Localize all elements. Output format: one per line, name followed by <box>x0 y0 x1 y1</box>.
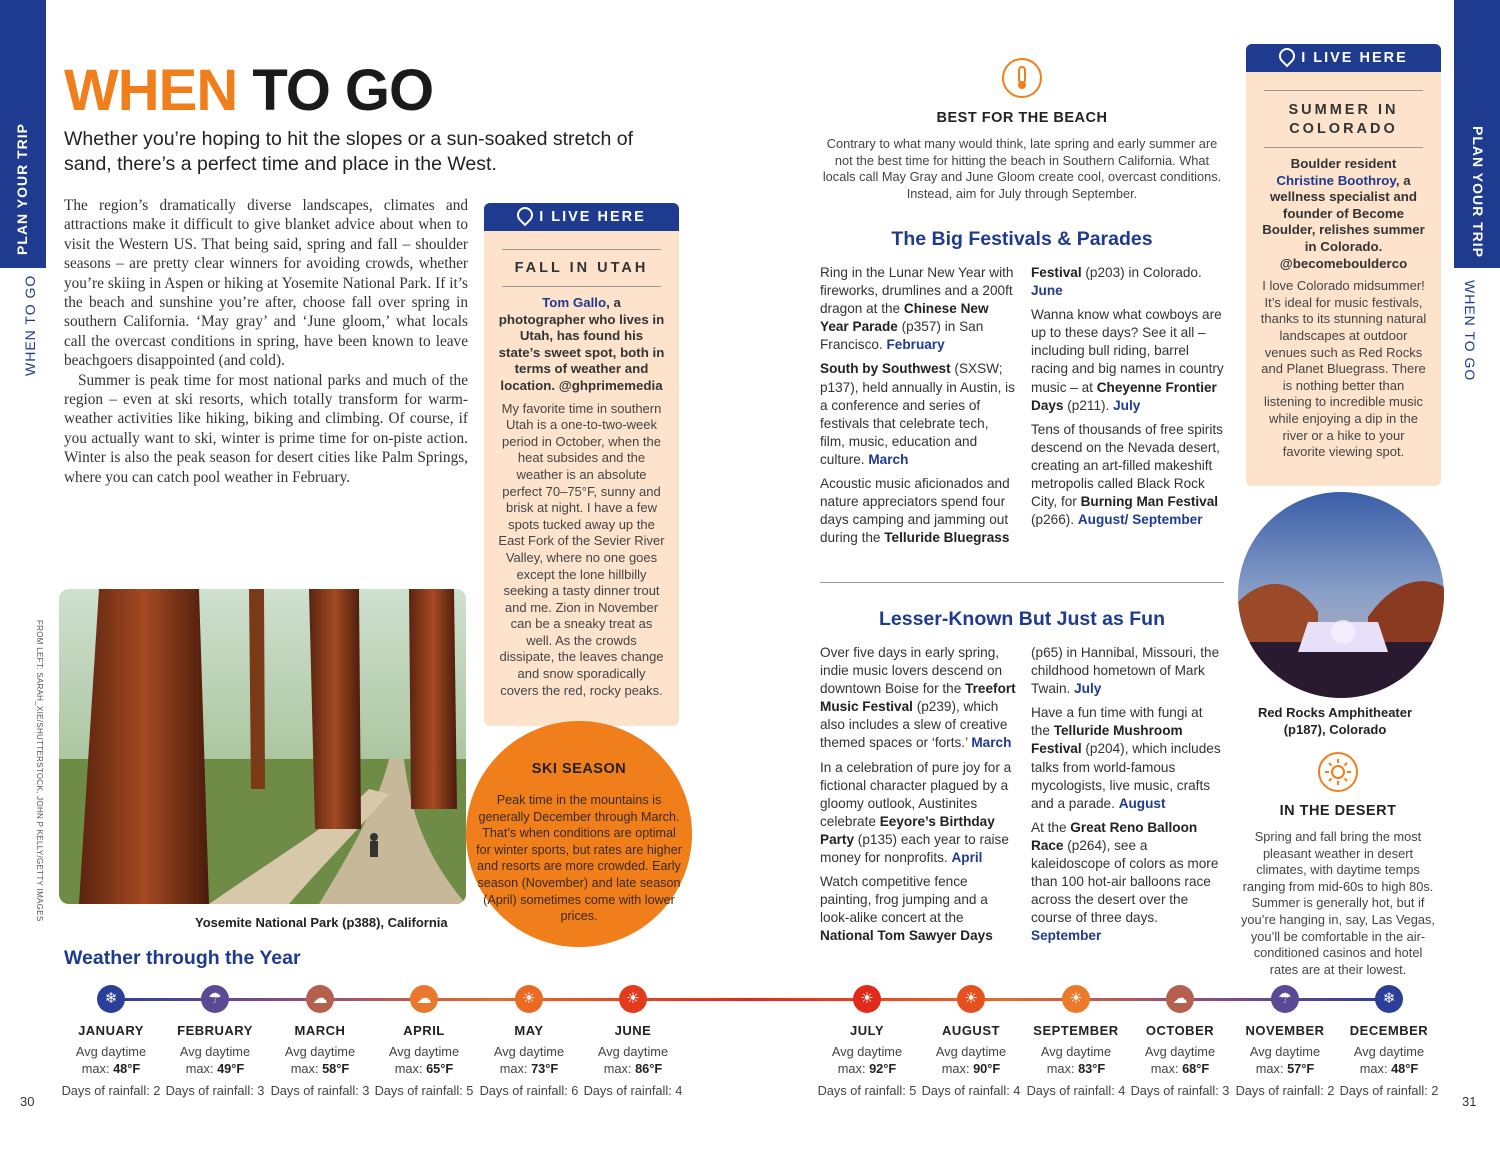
temperature-value: 83°F <box>1078 1060 1106 1076</box>
event-text: Watch competitive fence painting, frog jumping and a look-alike concert at the <box>820 874 988 926</box>
sun-icon: ☀ <box>853 985 881 1013</box>
festival-entry <box>820 360 1016 469</box>
event-name: National Tom Sawyer Days <box>820 928 993 944</box>
event-entry <box>1031 644 1225 698</box>
month-rainfall: Days of rainfall: 3 <box>165 1083 265 1099</box>
festival-entry <box>820 475 1016 547</box>
temperature-label: Avg daytime max: <box>935 1044 1007 1076</box>
rain-cloud-icon: ☂ <box>1271 985 1299 1013</box>
amphitheater-image <box>1238 492 1444 698</box>
live-here-header <box>484 203 679 231</box>
right-tab-secondary: WHEN TO GO <box>1462 280 1478 382</box>
desert-title: IN THE DESERT <box>1279 803 1397 819</box>
cloudy-sun-icon: ☁ <box>410 985 438 1013</box>
festival-name: Cheyenne Frontier Days <box>1031 379 1217 413</box>
month-rainfall: Days of rainfall: 2 <box>1339 1083 1439 1099</box>
lesser-known-title: Lesser-Known But Just as Fun <box>878 608 1166 630</box>
temperature-label: Avg daytime max: <box>1353 1044 1425 1076</box>
temperature-label: Avg daytime max: <box>179 1044 251 1076</box>
festival-name: Festival <box>1031 265 1082 280</box>
month-temperature <box>583 1044 683 1077</box>
month-name: MARCH <box>294 1023 346 1038</box>
page-title-rest: TO GO <box>237 58 434 123</box>
sun-icon: ☀ <box>1062 985 1090 1013</box>
month-july <box>817 985 917 1100</box>
month-name: AUGUST <box>942 1023 1000 1038</box>
month-june <box>583 985 683 1100</box>
temperature-label: Avg daytime max: <box>493 1044 565 1076</box>
event-text: (p65) in Hannibal, Missouri, the childhood hometown of Mark Twain. <box>1031 645 1220 697</box>
month-name: SEPTEMBER <box>1033 1023 1119 1038</box>
section-divider <box>820 582 1224 583</box>
temperature-value: 90°F <box>973 1060 1001 1076</box>
page-title-accent: WHEN <box>64 58 238 123</box>
ski-season-text: Peak time in the mountains is generally December through March. That’s when conditions are optimal for winter sports, but rates are higher and resorts are more crowded. Early season (November) and late season (April) sometimes come with lower prices. <box>476 793 682 924</box>
rain-cloud-icon: ☂ <box>201 985 229 1013</box>
festivals-column-2 <box>1031 264 1225 535</box>
page-title <box>64 58 434 123</box>
thermometer-icon <box>1002 58 1042 98</box>
temperature-label: Avg daytime max: <box>831 1044 903 1076</box>
beach-title: BEST FOR THE BEACH <box>936 110 1108 126</box>
temperature-label: Avg daytime max: <box>1249 1044 1321 1076</box>
left-side-tab <box>0 0 46 1154</box>
month-temperature <box>270 1044 370 1077</box>
month-name: NOVEMBER <box>1245 1023 1325 1038</box>
sun-icon <box>1318 752 1358 792</box>
month-january <box>61 985 161 1100</box>
resident-name: Christine Boothroy <box>1276 172 1396 188</box>
month-name: DECEMBER <box>1349 1023 1429 1038</box>
month-name: JANUARY <box>78 1023 144 1038</box>
yosemite-photo <box>59 589 466 904</box>
body-text <box>64 196 468 487</box>
temperature-value: 92°F <box>869 1060 897 1076</box>
festival-month: August/ September <box>1077 512 1203 528</box>
month-rainfall: Days of rainfall: 2 <box>61 1083 161 1099</box>
snowflake-icon: ❄ <box>1375 985 1403 1013</box>
temperature-value: 49°F <box>217 1060 245 1076</box>
event-month: April <box>951 850 983 866</box>
month-temperature <box>921 1044 1021 1077</box>
event-name: Telluride Mushroom Festival <box>1031 723 1183 757</box>
sun-icon: ☀ <box>619 985 647 1013</box>
page-number-left: 30 <box>20 1094 35 1109</box>
temperature-value: 58°F <box>322 1060 350 1076</box>
festivals-column-1 <box>820 264 1016 553</box>
festival-month: March <box>868 451 909 467</box>
event-text: (p135) each year to raise money for nonprofits. <box>820 831 1009 866</box>
event-entry <box>1031 819 1225 946</box>
temperature-label: Avg daytime max: <box>1040 1044 1112 1076</box>
festival-month: February <box>886 337 945 353</box>
divider <box>1264 90 1423 91</box>
month-temperature <box>1339 1044 1439 1077</box>
divider <box>502 249 661 250</box>
snowflake-icon: ❄ <box>97 985 125 1013</box>
sun-icon: ☀ <box>515 985 543 1013</box>
festival-month: June <box>1031 283 1063 299</box>
lesser-column-1 <box>820 644 1016 952</box>
intro-text: Whether you’re hoping to hit the slopes or a sun-soaked stretch of sand, there’s a perfect time and place in the West. <box>64 128 634 175</box>
month-august <box>921 985 1021 1100</box>
temperature-label: Avg daytime max: <box>1144 1044 1216 1076</box>
month-temperature <box>1130 1044 1230 1077</box>
live-here-text: My favorite time in southern Utah is a one-to-two-week period in October, when the heat subsides and the weather is an absolute perfect 70–75°F, sunny and brisk at night. I have a few spots tucked away up the East Fork of the Sevier River Valley, where no one goes except the lone hillbilly seeking a tasty dinner trout and me. Zion in November can be a sneaky treat as well. As the crowds dissipate, the leaves change and snow sporadically covers the red, rocky peaks. <box>498 400 665 698</box>
event-month: July <box>1074 681 1102 697</box>
lesser-column-2 <box>1031 644 1225 952</box>
temperature-value: 48°F <box>113 1060 141 1076</box>
beach-text: Contrary to what many would think, late spring and early summer are not the best time for hitting the beach in Southern California. What locals call May Gray and June Gloom create cool, overcast conditions. Instead, aim for July through September. <box>822 136 1222 201</box>
month-temperature <box>374 1044 474 1077</box>
live-here-title: SUMMER IN COLORADO <box>1288 102 1399 137</box>
month-rainfall: Days of rainfall: 4 <box>921 1083 1021 1099</box>
festival-entry <box>1031 264 1225 300</box>
month-rainfall: Days of rainfall: 3 <box>1130 1083 1230 1099</box>
location-pin-icon <box>1276 45 1299 68</box>
event-entry <box>820 644 1016 753</box>
event-month: September <box>1031 928 1102 944</box>
divider <box>502 286 661 287</box>
temperature-value: 86°F <box>635 1060 663 1076</box>
month-name: MAY <box>514 1023 544 1038</box>
month-march <box>270 985 370 1100</box>
month-name: JULY <box>849 1023 885 1038</box>
month-name: APRIL <box>403 1023 445 1038</box>
festival-name: Chinese New Year Parade <box>820 301 989 335</box>
festival-name: South by Southwest <box>820 361 951 377</box>
event-entry <box>820 759 1016 868</box>
red-rocks-caption: Red Rocks Amphitheater (p187), Colorado <box>1257 705 1413 737</box>
temperature-value: 68°F <box>1182 1060 1210 1076</box>
festival-text: Wanna know what cowboys are up to these days? See it all – including bull riding, barrel racing and big names in country music – at <box>1031 307 1224 395</box>
event-entry <box>820 873 1016 945</box>
month-september <box>1026 985 1126 1100</box>
weather-section-title: Weather through the Year <box>64 947 301 969</box>
month-name: OCTOBER <box>1145 1023 1215 1038</box>
festival-entry <box>1031 306 1225 415</box>
page-number-right: 31 <box>1462 1094 1477 1109</box>
temperature-label: Avg daytime max: <box>284 1044 356 1076</box>
body-paragraph: The region’s dramatically diverse landscapes, climates and attractions make it difficult to give blanket advice about when to visit the Western US. That being said, spring and fall – shoulder seasons – are pretty clear winners for avoiding crowds, whether you’re skiing in Aspen or hiking at Yosemite National Park. If it’s the beach and sunshine you’re after, choose fall over spring in southern California. ‘May gray’ and ‘June gloom,’ what locals call the overcast conditions in spring, have been known to leave beachgoers disappointed (and cold). <box>64 197 468 370</box>
festival-text: Tens of thousands of free spirits descend on the Nevada desert, creating an art-filled makeshift metropolis called Black Rock City, for <box>1031 421 1223 510</box>
festival-text: (p266). <box>1031 512 1078 528</box>
month-temperature <box>61 1044 161 1077</box>
month-rainfall: Days of rainfall: 4 <box>1026 1083 1126 1099</box>
sun-icon: ☀ <box>957 985 985 1013</box>
event-name: Great Reno Balloon Race <box>1031 819 1198 853</box>
event-name: Treefort Music Festival <box>820 681 1016 715</box>
resident-name: Tom Gallo <box>542 295 607 310</box>
festival-name: Telluride Bluegrass <box>884 530 1010 546</box>
month-rainfall: Days of rainfall: 2 <box>1235 1083 1335 1099</box>
temperature-label: Avg daytime max: <box>388 1044 460 1076</box>
month-name: JUNE <box>614 1023 652 1038</box>
location-pin-icon <box>514 204 537 227</box>
left-tab-secondary: WHEN TO GO <box>22 274 38 376</box>
festival-month: July <box>1113 397 1141 413</box>
festival-text: (SXSW; p137), held annually in Austin, is a conference and series of festivals that celebrate tech, film, music, education and culture. <box>820 361 1015 467</box>
month-february <box>165 985 265 1100</box>
temperature-value: 65°F <box>426 1060 454 1076</box>
live-here-bio <box>1260 156 1427 272</box>
month-november <box>1235 985 1335 1100</box>
month-december <box>1339 985 1439 1100</box>
festival-text: Acoustic music aficionados and nature appreciators spend four days camping and jamming out during the <box>820 476 1010 546</box>
temperature-value: 57°F <box>1287 1060 1315 1076</box>
live-here-text: I love Colorado midsummer! It’s ideal for music festivals, thanks to its stunning natural landscapes at outdoor venues such as Red Rocks and Planet Bluegrass. There is nothing better than listening to incredible music while enjoying a dip in the river or a hike to your favorite viewing spot. <box>1260 278 1427 460</box>
month-name: FEBRUARY <box>177 1023 253 1038</box>
photo-caption: Yosemite National Park (p388), California <box>195 915 448 930</box>
festival-entry <box>1031 421 1225 530</box>
event-text: (p204), which includes talks from world-famous mycologists, live music, crafts and a parade. <box>1031 741 1221 811</box>
festival-entry <box>820 264 1016 354</box>
body-paragraph: Summer is peak time for most national parks and much of the region – even at ski resorts, which totally transform for warm-weather activities like hiking, biking and climbing. Of course, if you actually want to ski, winter is prime time for on-piste action. Winter is also the peak season for desert cities like Palm Springs, where you can catch pool weather in February. <box>64 371 468 486</box>
ski-season-title: SKI SEASON <box>531 761 627 777</box>
live-here-header-label: I LIVE HERE <box>1301 50 1408 66</box>
temperature-value: 48°F <box>1391 1060 1419 1076</box>
event-name: Eeyore’s Birthday Party <box>820 813 995 847</box>
event-text: (p239), which also includes a slew of creative themed spaces or ‘forts.’ <box>820 699 1008 751</box>
festival-name: Burning Man Festival <box>1080 494 1219 510</box>
event-month: August <box>1118 795 1166 811</box>
month-temperature <box>817 1044 917 1077</box>
month-rainfall: Days of rainfall: 6 <box>479 1083 579 1099</box>
festival-text: (p211). <box>1063 397 1114 413</box>
event-entry <box>1031 704 1225 813</box>
bio-text: , a photographer who lives in Utah, has found his state’s sweet spot, both in terms of weather and location. @ghprimemedia <box>498 295 665 393</box>
live-here-header <box>1246 44 1441 72</box>
event-month: March <box>971 735 1012 751</box>
temperature-value: 73°F <box>531 1060 559 1076</box>
month-rainfall: Days of rainfall: 5 <box>374 1083 474 1099</box>
photo-credit: FROM LEFT: SARAH_XIE/SHUTTERSTOCK, JOHN P KELLY/GETTY IMAGES <box>35 620 44 922</box>
bio-text: , a wellness specialist and founder of Become Boulder, relishes summer in Colorado. @becomeboulderco <box>1262 172 1425 271</box>
live-here-utah-box <box>484 203 679 726</box>
live-here-title: FALL IN UTAH <box>514 260 649 276</box>
red-rocks-photo <box>1238 492 1444 698</box>
month-temperature <box>1026 1044 1126 1077</box>
cloudy-sun-icon: ☁ <box>306 985 334 1013</box>
event-text: (p264), see a kaleidoscope of colors as more than 100 hot-air balloons race across the desert over the course of three days. <box>1031 837 1219 926</box>
live-here-colorado-box <box>1246 44 1441 486</box>
right-tab-primary: PLAN YOUR TRIP <box>1470 126 1486 258</box>
live-here-header-label: I LIVE HERE <box>539 209 646 225</box>
month-rainfall: Days of rainfall: 4 <box>583 1083 683 1099</box>
left-tab-primary: PLAN YOUR TRIP <box>14 123 30 255</box>
bio-text: Boulder resident <box>1290 156 1397 171</box>
month-october <box>1130 985 1230 1100</box>
ski-season-circle <box>466 721 692 947</box>
festivals-title: The Big Festivals & Parades <box>891 228 1153 250</box>
month-may <box>479 985 579 1100</box>
sequoia-forest-image <box>59 589 466 904</box>
event-text: Over five days in early spring, indie music lovers descend on downtown Boise for the <box>820 645 1003 697</box>
festival-text: (p357) in San Francisco. <box>820 319 984 353</box>
event-text: At the <box>1031 819 1071 835</box>
event-text: In a celebration of pure joy for a fictional character plagued by a gloomy outlook, Austinites celebrate <box>820 759 1012 829</box>
live-here-bio <box>498 295 665 395</box>
temperature-label: Avg daytime max: <box>75 1044 147 1076</box>
month-rainfall: Days of rainfall: 3 <box>270 1083 370 1099</box>
desert-text: Spring and fall bring the most pleasant weather in desert climates, with daytime temps ranging from mid-60s to high 80s. Summer is generally hot, but if you’re hanging in, say, Las Vegas, you’ll be comfortable in the air-conditioned casinos and hotel rates are at their lowest. <box>1241 829 1435 977</box>
temperature-label: Avg daytime max: <box>597 1044 669 1076</box>
right-side-tab <box>1454 0 1500 1154</box>
month-temperature <box>479 1044 579 1077</box>
festival-text: Ring in the Lunar New Year with fireworks, drumlines and a 200ft dragon at the <box>820 265 1014 317</box>
month-rainfall: Days of rainfall: 5 <box>817 1083 917 1099</box>
divider <box>1264 147 1423 148</box>
month-april <box>374 985 474 1100</box>
month-temperature <box>1235 1044 1335 1077</box>
event-text: Have a fun time with fungi at the <box>1031 705 1203 739</box>
cloudy-sun-icon: ☁ <box>1166 985 1194 1013</box>
festival-text: (p203) in Colorado. <box>1081 265 1202 280</box>
month-temperature <box>165 1044 265 1077</box>
